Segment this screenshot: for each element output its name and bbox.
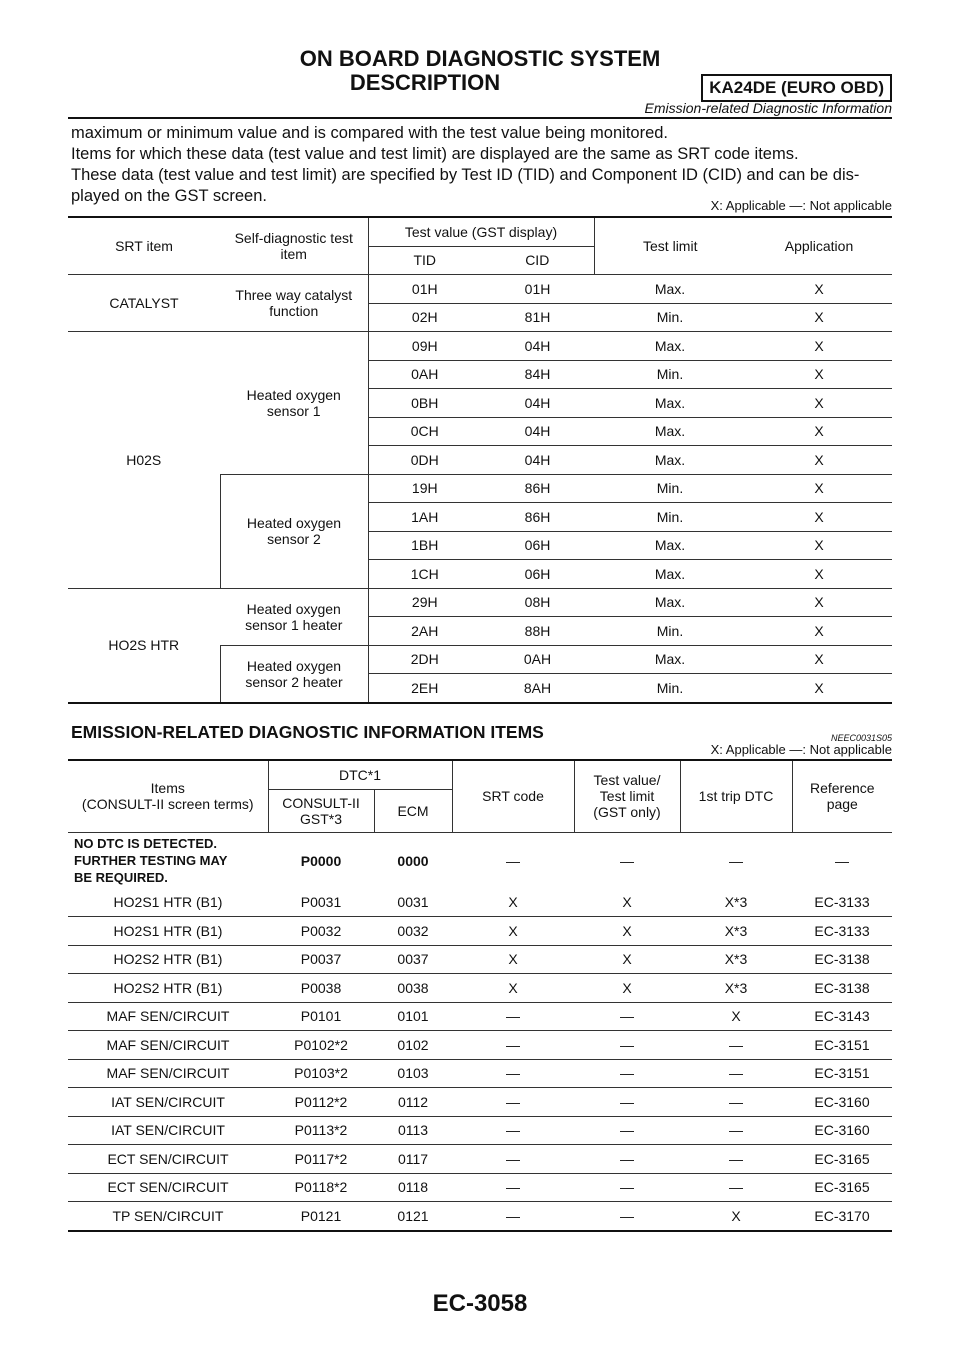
table-cell: EC-3160 (792, 1088, 892, 1117)
group-cell: Heated oxygen sensor 2 (220, 474, 368, 588)
table-cell: 81H (481, 303, 594, 332)
table-cell: 1AH (368, 503, 481, 532)
table-cell: HO2S1 HTR (B1) (68, 917, 268, 946)
col-header: SRT item (115, 238, 173, 254)
table-row (68, 832, 892, 889)
table-cell: Max. (594, 446, 746, 475)
table-cell: P0031 (300, 894, 342, 911)
table-cell: P0118*2 (268, 1173, 374, 1202)
table-cell: X (746, 645, 892, 674)
table-cell: EC-3165 (792, 1145, 892, 1174)
table-cell: 0AH (368, 360, 481, 389)
table-cell: X (746, 560, 892, 589)
col-header: TID (368, 246, 481, 275)
table-cell: X (574, 945, 680, 974)
table-cell: X (452, 917, 574, 946)
table-cell: IAT SEN/CIRCUIT (68, 1088, 268, 1117)
section-title: EMISSION-RELATED DIAGNOSTIC INFORMATION ITEMS (71, 722, 544, 742)
table-cell: 06H (481, 531, 594, 560)
table-cell: X (746, 531, 892, 560)
table-cell: — (792, 832, 892, 889)
table-cell: — (574, 1031, 680, 1060)
table-cell: X (680, 1002, 792, 1031)
table-cell: X (746, 303, 892, 332)
table-cell: — (680, 1145, 792, 1174)
table-cell: X (746, 360, 892, 389)
col-header: Items (CONSULT-II screen terms) (81, 780, 254, 813)
table-cell: 01H (368, 275, 481, 304)
table-cell: 2AH (368, 617, 481, 646)
table-cell: X (746, 617, 892, 646)
group-cell: HO2S HTR (68, 588, 220, 703)
table-cell: 19H (368, 474, 481, 503)
table-cell: 0113 (374, 1116, 452, 1145)
table-cell: P0103*2 (268, 1059, 374, 1088)
table-cell: HO2S2 HTR (B1) (68, 974, 268, 1003)
table-row (68, 889, 892, 917)
table-cell: MAF SEN/CIRCUIT (68, 1059, 268, 1088)
table-row (68, 332, 892, 361)
table-cell: 1BH (368, 531, 481, 560)
table-cell: 02H (368, 303, 481, 332)
group-cell: H02S (68, 332, 220, 589)
col-header: Test limit (594, 217, 746, 275)
table-cell: X (746, 503, 892, 532)
table-row (68, 1202, 892, 1231)
col-header: Application (784, 238, 854, 254)
page-number: EC-3058 (432, 1290, 528, 1317)
table-cell: P0113*2 (268, 1116, 374, 1145)
table-cell: — (452, 832, 574, 889)
table-cell: 2DH (368, 645, 481, 674)
table-cell: 04H (481, 446, 594, 475)
table-row (68, 1116, 892, 1145)
table-row (68, 945, 892, 974)
table-cell: — (452, 1145, 574, 1174)
table-cell: EC-3151 (792, 1059, 892, 1088)
table-cell: 0DH (368, 446, 481, 475)
table-row (68, 1031, 892, 1060)
table-cell: P0117*2 (268, 1145, 374, 1174)
table-row (68, 1145, 892, 1174)
table-cell: X*3 (680, 945, 792, 974)
engine-badge: KA24DE (EURO OBD) (701, 74, 892, 102)
table-cell: 86H (481, 474, 594, 503)
table-cell: X (680, 1202, 792, 1231)
table-cell: — (680, 1116, 792, 1145)
table-row (68, 974, 892, 1003)
table-cell: P0121 (268, 1202, 374, 1231)
table-cell: — (452, 1031, 574, 1060)
table-cell: — (574, 1088, 680, 1117)
col-header: Test value (GST display) (368, 217, 594, 246)
table-cell: X (622, 894, 632, 911)
col-header: Test value/ Test limit (GST only) (574, 760, 680, 832)
table-cell: X (746, 674, 892, 703)
table-cell: Max. (594, 645, 746, 674)
table-row (68, 917, 892, 946)
table-cell: Min. (594, 360, 746, 389)
col-header: ECM (374, 789, 452, 832)
srt-test-value-table (68, 216, 892, 704)
table-cell: EC-3133 (814, 894, 870, 911)
table-cell: X (574, 974, 680, 1003)
table-cell: EC-3138 (792, 974, 892, 1003)
page-title-line2: DESCRIPTION (349, 70, 501, 95)
table-cell: 09H (368, 332, 481, 361)
table-cell: — (452, 1202, 574, 1231)
table-cell: Max. (594, 560, 746, 589)
table-cell: X*3 (680, 917, 792, 946)
table-cell: Min. (594, 303, 746, 332)
table-cell: 01H (481, 275, 594, 304)
table-cell: EC-3170 (792, 1202, 892, 1231)
table-cell: X (452, 945, 574, 974)
table-cell: 84H (481, 360, 594, 389)
group-cell: Three way catalyst function (220, 275, 368, 332)
col-header: Reference page (792, 760, 892, 832)
table-cell: Min. (594, 503, 746, 532)
intro-line: played on the GST screen. (71, 187, 267, 205)
intro-line: maximum or minimum value and is compared with the test value being monitored. (71, 124, 669, 142)
table-cell: X (574, 917, 680, 946)
table-cell: X (746, 588, 892, 617)
table-cell: TP SEN/CIRCUIT (68, 1202, 268, 1231)
table-cell: EC-3138 (792, 945, 892, 974)
table-cell: 0117 (374, 1145, 452, 1174)
table-cell: X*3 (680, 974, 792, 1003)
table-header-row (68, 217, 892, 246)
table-cell: IAT SEN/CIRCUIT (68, 1116, 268, 1145)
table-cell: — (680, 832, 792, 889)
table-cell: MAF SEN/CIRCUIT (68, 1031, 268, 1060)
table-cell: 0BH (368, 389, 481, 418)
table-header-row (68, 760, 892, 789)
table-cell: ECT SEN/CIRCUIT (68, 1145, 268, 1174)
table-cell: X (746, 446, 892, 475)
table-row (68, 1088, 892, 1117)
table-cell: NO DTC IS DETECTED. FURTHER TESTING MAY BE REQUIRED. (68, 832, 268, 889)
table-cell: — (452, 1116, 574, 1145)
table-cell: — (680, 1088, 792, 1117)
intro-line: Items for which these data (test value and test limit) are displayed are the same as SRT code items. (71, 145, 799, 163)
table-cell: EC-3151 (792, 1031, 892, 1060)
group-cell: Heated oxygen sensor 2 heater (220, 645, 368, 703)
table-cell: X (746, 389, 892, 418)
table-cell: P0038 (268, 974, 374, 1003)
table-cell: Min. (594, 474, 746, 503)
table-cell: 06H (481, 560, 594, 589)
table-cell: 0AH (481, 645, 594, 674)
table-cell: 0101 (374, 1002, 452, 1031)
table-cell: 0102 (374, 1031, 452, 1060)
table-cell: — (574, 1173, 680, 1202)
page-title-line1: ON BOARD DIAGNOSTIC SYSTEM (299, 46, 661, 71)
table-cell: P0101 (268, 1002, 374, 1031)
table-cell: Min. (594, 674, 746, 703)
table-cell: — (574, 1002, 680, 1031)
table-cell: — (574, 832, 680, 889)
col-header: SRT code (452, 760, 574, 832)
diagnostic-items-table (68, 759, 892, 1232)
table-cell: Max. (594, 275, 746, 304)
table-cell: — (452, 1002, 574, 1031)
table-cell: 0118 (374, 1173, 452, 1202)
table-cell: Max. (594, 332, 746, 361)
table-row (68, 1002, 892, 1031)
col-header: DTC*1 (268, 760, 452, 789)
table-cell: ECT SEN/CIRCUIT (68, 1173, 268, 1202)
intro-line: These data (test value and test limit) are specified by Test ID (TID) and Component ID (CID) and can be dis- (71, 166, 860, 184)
table-row (68, 588, 892, 617)
table-cell: — (680, 1059, 792, 1088)
table-cell: 0000 (374, 832, 452, 889)
group-cell: Heated oxygen sensor 1 heater (220, 588, 368, 645)
page-subtitle: Emission-related Diagnostic Information (644, 100, 892, 116)
table-cell: Max. (594, 417, 746, 446)
table-cell: 86H (481, 503, 594, 532)
intro-paragraph (71, 123, 891, 207)
table-cell: X*3 (724, 894, 748, 911)
table-row (68, 1173, 892, 1202)
table-cell: 0CH (368, 417, 481, 446)
table-cell: EC-3133 (792, 917, 892, 946)
section-legend: X: Applicable —: Not applicable (710, 742, 892, 757)
table-cell: HO2S1 HTR (B1) (113, 894, 223, 911)
header-rule (68, 117, 892, 119)
applicability-legend: X: Applicable —: Not applicable (710, 198, 892, 213)
table-cell: 08H (481, 588, 594, 617)
table-cell: X (746, 417, 892, 446)
table-cell: P0037 (268, 945, 374, 974)
table-cell: EC-3160 (792, 1116, 892, 1145)
table-cell: Max. (594, 588, 746, 617)
table-cell: 0031 (397, 894, 429, 911)
table-cell: P0112*2 (268, 1088, 374, 1117)
table-row (68, 1059, 892, 1088)
table-cell: X (508, 894, 518, 911)
table-cell: 0038 (374, 974, 452, 1003)
table-cell: X (452, 974, 574, 1003)
table-cell: EC-3165 (792, 1173, 892, 1202)
table-cell: 04H (481, 332, 594, 361)
table-cell: MAF SEN/CIRCUIT (68, 1002, 268, 1031)
col-header: CID (481, 246, 594, 275)
col-header: CONSULT-II GST*3 (268, 789, 374, 832)
table-cell: — (680, 1173, 792, 1202)
table-cell: 04H (481, 389, 594, 418)
col-header: Self-diagnostic test item (234, 230, 353, 262)
table-cell: — (452, 1088, 574, 1117)
table-cell: — (574, 1202, 680, 1231)
table-cell: 04H (481, 417, 594, 446)
table-cell: 0032 (374, 917, 452, 946)
table-cell: X (746, 474, 892, 503)
table-cell: Max. (594, 531, 746, 560)
table-cell: 29H (368, 588, 481, 617)
table-cell: 88H (481, 617, 594, 646)
table-cell: P0102*2 (268, 1031, 374, 1060)
table-cell: 2EH (368, 674, 481, 703)
table-cell: P0032 (268, 917, 374, 946)
table-cell: 0103 (374, 1059, 452, 1088)
table-row (68, 275, 892, 304)
table-cell: — (574, 1145, 680, 1174)
table-cell: 8AH (481, 674, 594, 703)
table-cell: X (746, 275, 892, 304)
table-cell: 0112 (374, 1088, 452, 1117)
section-tag: NEEC0031S05 (830, 733, 892, 743)
group-cell: CATALYST (68, 275, 220, 332)
table-cell: Min. (594, 617, 746, 646)
group-cell: Heated oxygen sensor 1 (220, 332, 368, 475)
table-cell: X (746, 332, 892, 361)
table-cell: EC-3143 (792, 1002, 892, 1031)
table-cell: 1CH (368, 560, 481, 589)
col-header: 1st trip DTC (680, 760, 792, 832)
table-cell: — (680, 1031, 792, 1060)
table-cell: — (452, 1173, 574, 1202)
table-cell: — (452, 1059, 574, 1088)
table-cell: — (574, 1116, 680, 1145)
page-header (68, 44, 892, 116)
table-cell: 0121 (374, 1202, 452, 1231)
table-cell: — (574, 1059, 680, 1088)
table-cell: 0037 (374, 945, 452, 974)
table-cell: P0000 (268, 832, 374, 889)
table-cell: Max. (594, 389, 746, 418)
table-cell: HO2S2 HTR (B1) (68, 945, 268, 974)
